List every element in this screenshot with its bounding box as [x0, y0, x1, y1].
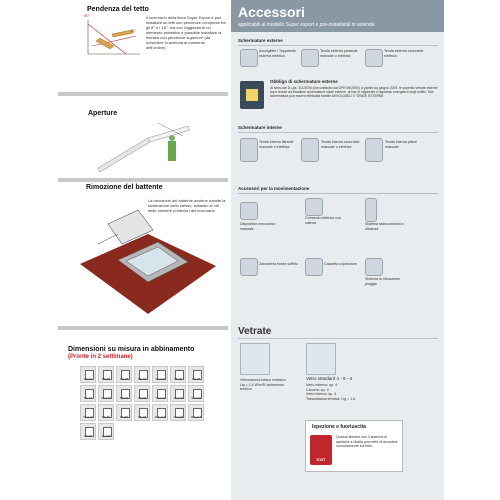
size-label: 114x98 [101, 434, 111, 438]
tenda-oscurante-icon [365, 49, 383, 67]
pendenza-diagram [84, 13, 141, 56]
accessori-subtitle: applicabili al modello Super export e pre-installabili in azienda [238, 22, 375, 28]
divider [238, 45, 438, 46]
vetrocamera-left-image [240, 343, 270, 375]
interne-item: Tenda interna oscurante manuale o elettrica [321, 140, 360, 149]
vetrate-left-caption: Vetrocamera basso emissivo Ug = 1,4 W/m²K isolamento termico [240, 378, 286, 391]
interne-title: Schermature interne [238, 125, 282, 130]
vetrocamera-right-image [306, 343, 336, 375]
accessori-header [231, 0, 444, 32]
vetrate-right-caption: Vetro esterno: sp. 4 Camera: sp. 9 Vetro interno: sp. 4 Trasmittanza termica: Ug = 1,6 [306, 383, 356, 401]
sensore-pioggia-icon [365, 258, 383, 276]
tenda-plisse-icon [365, 138, 383, 162]
size-label: 78x118 [173, 396, 183, 400]
ispezione-box [305, 420, 403, 472]
size-label: 78x78 [137, 415, 147, 419]
left-column [58, 0, 228, 500]
ispezione-title: Ispezione e fuoriuscita [312, 424, 366, 430]
size-label: 78x98 [83, 434, 93, 438]
size-label: 78x98 [137, 396, 147, 400]
size-tile [98, 366, 114, 383]
size-tiles [80, 366, 222, 490]
tenda-parasole-icon [301, 49, 319, 67]
size-label: 55x78 [119, 396, 129, 400]
aperture-title: Aperture [88, 110, 118, 117]
divider [58, 326, 228, 330]
size-tile [188, 404, 204, 421]
dimensioni-subtitle: (Pronte in 2 settimane) [68, 354, 133, 360]
obbligo-title: Obbligo di schermature esterne [270, 79, 338, 84]
tenda-oscurante-interna-icon [301, 138, 319, 162]
comando-elettrico-icon [305, 198, 323, 216]
size-label: 55x78 [119, 377, 129, 381]
ispezione-text: Questa finestra con il sistema di apertura a ribalta permette di accedere comodamente sul tetto. [336, 435, 398, 448]
vetro-standard-label: Vetro standard 4 - 9 - 4 [306, 376, 353, 381]
size-label: 55x78 [191, 377, 201, 381]
rimozione-illustration [78, 204, 218, 316]
movimentazione-item: Cassetta copimotore [324, 262, 357, 266]
obbligo-box [240, 79, 438, 119]
avvolgibile-icon [240, 49, 258, 67]
rimozione-text: La rimozione del battente avviene tramite la sostituzione dello stesso, svitando le viti delle cerniere posteriori del lucernario. [148, 198, 226, 213]
divider [58, 92, 228, 96]
esterne-item: Avvolgibile / Tapparella esterna elettrica [259, 49, 296, 58]
size-tile [188, 385, 204, 402]
interne-item: Tenda interna plissé manuale [385, 140, 417, 149]
esterne-item: Tenda esterna oscurante elettrica [384, 49, 424, 58]
size-label: 66x55 [101, 415, 111, 419]
pendenza-title: Pendenza del tetto [87, 6, 149, 13]
size-label: 114x118 [154, 415, 166, 419]
size-label: 66x118 [155, 377, 165, 381]
size-tile [80, 385, 96, 402]
size-tile [116, 404, 132, 421]
size-tile [98, 423, 114, 440]
size-tile [98, 385, 114, 402]
pendenza-text: Il lucernario della linea Super Export è può installare su tetti con pendenze comprese fra gli 8° e i 18°, ma con l'aggiunta di un elemento protettivo è possibile installare la finestra con pendenze superiori* (da richiedere in azienda al momento dell'ordine). [146, 15, 226, 50]
interne-item: Tenda interna filtrante manuale o elettrica [259, 140, 294, 149]
accessori-panel [231, 0, 444, 500]
size-tile [116, 366, 132, 383]
size-label: 78x98 [173, 377, 183, 381]
divider [238, 132, 438, 133]
size-label: 55x78 [83, 396, 93, 400]
esterne-title: Schermature esterne [238, 38, 283, 43]
angle-bottom-label: 15° [130, 28, 137, 33]
size-label: 78x118 [155, 396, 165, 400]
size-label: 55x55 [101, 377, 111, 381]
size-label: 55x118 [83, 415, 93, 419]
dimensioni-title: Dimensioni su misura in abbinamento [68, 346, 195, 353]
obbligo-text: Ai sensi del D.Lgs. 311/2006 (ora sostituito dal DPR 59/2009), a partire da giugno 2009, le superfici vetrate esterne sono tenute ad installare schermature solari esterne, al fine di migliorare il risparmio energetico degli edifici. Tale schermatura può essere effettuata tramite AVVOLGIBILI E TENDE ESTERNE. [270, 86, 438, 98]
size-tile [134, 385, 150, 402]
movimentazione-item: Zanzariera fronte soffitto [259, 262, 298, 266]
size-label: 45x45 [83, 377, 93, 381]
esterne-item: Tenda esterna parasole manuale o elettrica [320, 49, 358, 58]
size-tile [152, 404, 168, 421]
size-tile [170, 404, 186, 421]
exit-logo [310, 435, 332, 465]
size-tile [170, 366, 186, 383]
size-tile [188, 366, 204, 383]
aperture-illustration [88, 118, 198, 174]
size-label: 55x118 [101, 396, 111, 400]
size-tile [116, 385, 132, 402]
size-tile [134, 366, 150, 383]
zanzariera-icon [240, 258, 258, 276]
size-tile [80, 423, 96, 440]
rimozione-title: Rimozione del battente [86, 184, 163, 191]
size-tile [134, 404, 150, 421]
obbligo-house-icon [240, 81, 264, 109]
size-label: 114x118 [190, 415, 202, 419]
divider [58, 178, 228, 182]
cassetta-icon [305, 258, 323, 276]
divider [238, 338, 438, 339]
divider [238, 193, 438, 194]
movimentazione-item: Sistema di rilevazione pioggia [365, 277, 400, 286]
exit-logo-text: EXIT [316, 457, 326, 462]
telecomando-icon [365, 198, 377, 222]
size-tile [152, 385, 168, 402]
size-label: 94x118 [191, 396, 201, 400]
vetrate-title: Vetrate [238, 326, 272, 337]
size-label: 55x98 [137, 377, 147, 381]
size-tile [80, 404, 96, 421]
angle-top-label: 90° [84, 13, 91, 18]
movimentazione-item: Comando elettrico con catena [305, 216, 341, 225]
size-tile [152, 366, 168, 383]
movimentazione-title: Accessori per la movimentazione [238, 186, 310, 191]
tenda-filtrante-icon [240, 138, 258, 162]
size-label: 94x55 [119, 415, 129, 419]
size-tile [170, 385, 186, 402]
size-label: 78x118 [173, 415, 183, 419]
size-tile [80, 366, 96, 383]
movimentazione-item: Sistema radiocomandi a distanza [365, 222, 404, 231]
accessori-title: Accessori [238, 4, 305, 20]
dispositivo-meccanico-icon [240, 202, 258, 220]
size-tile [98, 404, 114, 421]
movimentazione-item: Dispositivo meccanico manuale [240, 222, 276, 231]
